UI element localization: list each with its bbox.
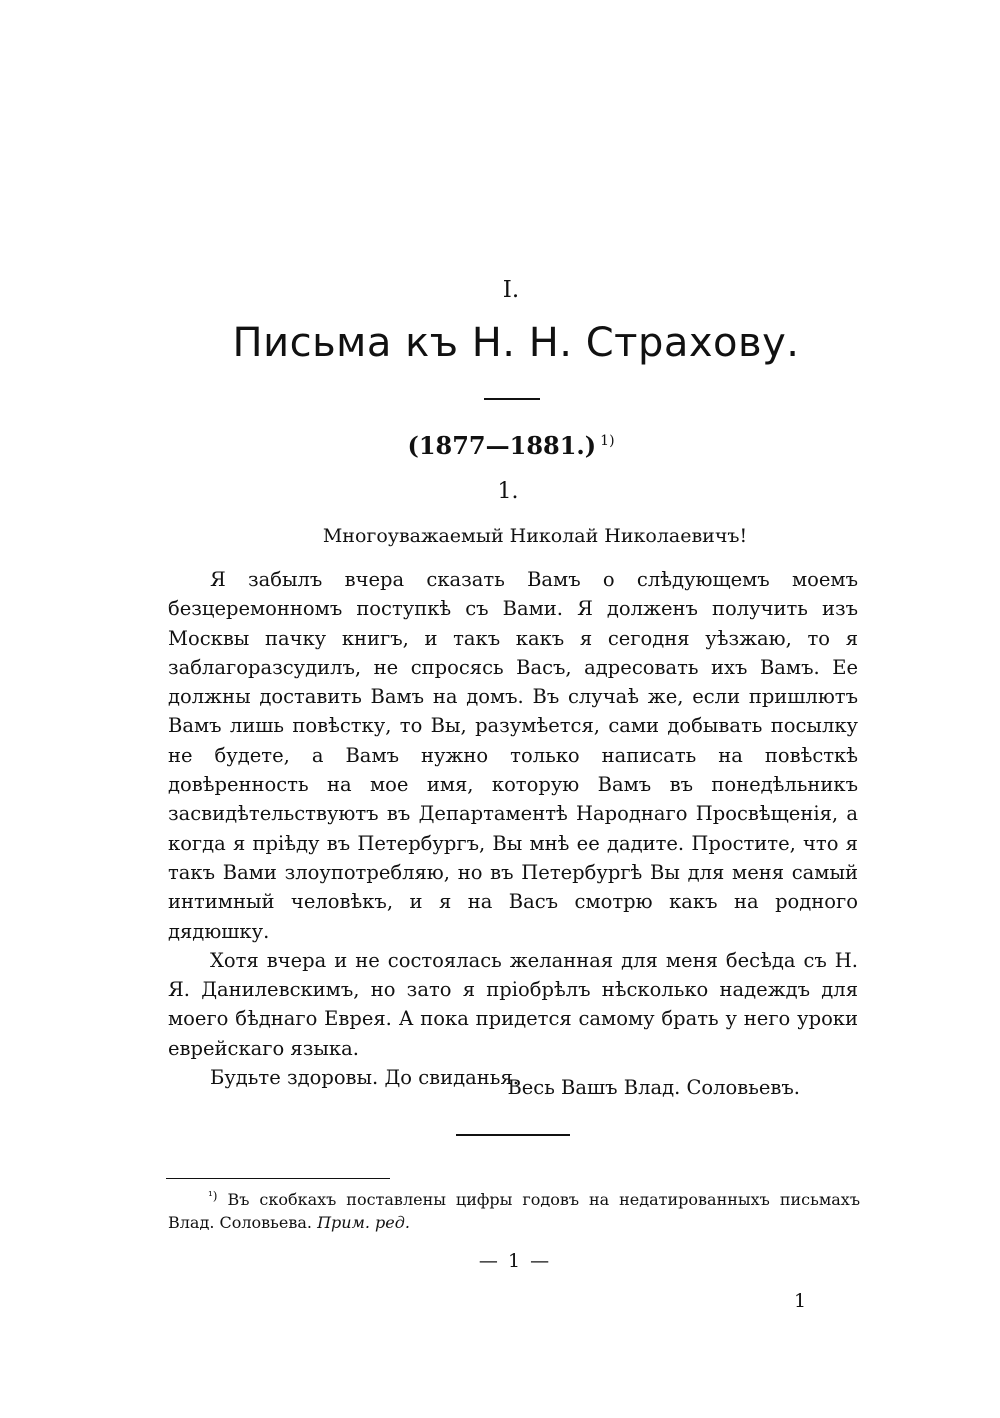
years-text: (1877—1881.) (407, 431, 597, 460)
page-title: Письма къ Н. Н. Страхову. (232, 320, 800, 366)
footnote-text: Въ скобкахъ поставлены цифры годовъ на недатированныхъ письмахъ Влад. Соловьева. (168, 1190, 861, 1232)
footnote-editor-note: Прим. ред. (317, 1213, 410, 1232)
page-number: — 1 — (478, 1250, 552, 1272)
footnote (168, 1185, 860, 1234)
footnote-separator (166, 1178, 390, 1179)
letter-paragraph: Будьте здоровы. До свиданья. (210, 1066, 519, 1090)
letter-paragraph: Хотя вчера и не состоялась желанная для меня бесѣда съ Н. Я. Данилевскимъ, но зато я пріобрѣлъ нѣсколько надеждъ для моего бѣднаго Еврея. А пока придется самому брать у него уроки еврейскаго языка. (168, 948, 858, 1060)
printer-signature-mark: 1 (793, 1290, 807, 1312)
letter-end-divider (456, 1134, 570, 1136)
letter-paragraph: Я забылъ вчера сказать Вамъ о слѣдующемъ моемъ безцеремонномъ поступкѣ съ Вами. Я долженъ получить изъ Москвы пачку книгъ, и такъ какъ я сегодня уѣзжаю, то я заблагоразсудилъ, не спросясь Васъ, адресовать ихъ Вамъ. Ее должны доставить Вамъ на домъ. Въ случаѣ же, если пришлютъ Вамъ лишь повѣстку, то Вы, разумѣется, сами добывать посылку не будете, а Вамъ нужно только написать на повѣсткѣ довѣренность на мое имя, которую Вамъ въ понедѣльникъ засвидѣтельствуютъ въ Департаментѣ Народнаго Просвѣщенія, а когда я пріѣду въ Петербургъ, Вы мнѣ ее дадите. Простите, что я такъ Вами злоупотребляю, но въ Петербургѣ Вы для меня самый интимный человѣкъ, и я на Васъ смотрю какъ на родного дядюшку. (168, 568, 858, 943)
letter-signature: Весь Вашъ Влад. Соловьевъ. (507, 1076, 800, 1099)
letter-number: 1. (497, 479, 519, 504)
title-divider (484, 398, 540, 400)
letter-salutation: Многоуважаемый Николай Николаевичъ! (322, 525, 748, 547)
years-footnote-ref: 1) (600, 433, 615, 449)
letter-body (168, 565, 858, 1092)
section-number: I. (502, 277, 520, 303)
footnote-marker: ¹) (208, 1189, 218, 1203)
years-heading (0, 426, 1000, 461)
